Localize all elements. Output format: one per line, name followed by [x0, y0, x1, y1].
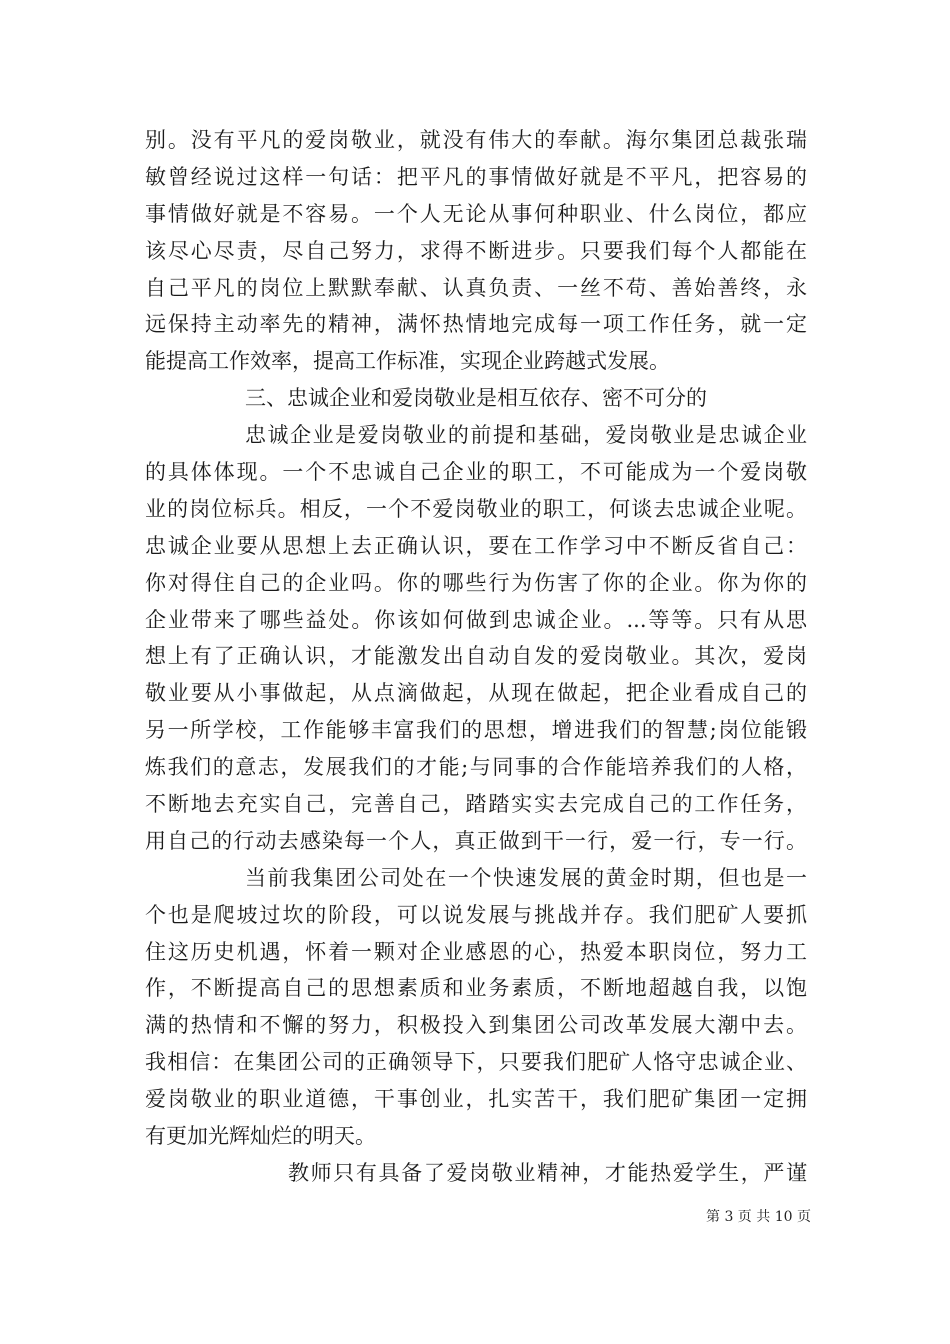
text-line: 能提高工作效率，提高工作标准，实现企业跨越式发展。	[145, 349, 670, 374]
text-line: 作，不断提高自己的思想素质和业务素质，不断地超越自我，以饱	[145, 976, 807, 1001]
page-number-footer: 第 3 页 共 10 页	[706, 1209, 811, 1225]
paragraph-first-line: 教师只有具备了爱岗敬业精神，才能热爱学生，严谨	[288, 1160, 807, 1185]
text-line: 你对得住自己的企业吗。你的哪些行为伤害了你的企业。你为你的	[145, 570, 807, 595]
text-line: 炼我们的意志，发展我们的才能;与同事的合作能培养我们的人格，	[145, 755, 807, 780]
text-line: 满的热情和不懈的努力，积极投入到集团公司改革发展大潮中去。	[145, 1013, 807, 1038]
text-line: 我相信：在集团公司的正确领导下，只要我们肥矿人恪守忠诚企业、	[145, 1050, 807, 1075]
text-line: 企业带来了哪些益处。你该如何做到忠诚企业。...等等。只有从思	[145, 607, 807, 632]
section-heading: 三、忠诚企业和爱岗敬业是相互依存、密不可分的	[245, 386, 707, 411]
text-line: 另一所学校，工作能够丰富我们的思想，增进我们的智慧;岗位能锻	[145, 718, 807, 743]
text-line: 个也是爬坡过坎的阶段，可以说发展与挑战并存。我们肥矿人要抓	[145, 902, 807, 927]
text-line: 住这历史机遇，怀着一颗对企业感恩的心，热爱本职岗位，努力工	[145, 939, 807, 964]
text-line: 忠诚企业要从思想上去正确认识，要在工作学习中不断反省自己：	[145, 533, 807, 558]
text-line: 有更加光辉灿烂的明天。	[145, 1124, 376, 1149]
text-line: 业的岗位标兵。相反，一个不爱岗敬业的职工，何谈去忠诚企业呢。	[145, 496, 807, 521]
text-line: 事情做好就是不容易。一个人无论从事何种职业、什么岗位，都应	[145, 201, 807, 226]
text-line: 的具体体现。一个不忠诚自己企业的职工，不可能成为一个爱岗敬	[145, 460, 807, 485]
text-line: 远保持主动率先的精神，满怀热情地完成每一项工作任务，就一定	[145, 312, 807, 337]
text-line: 该尽心尽责，尽自己努力，求得不断进步。只要我们每个人都能在	[145, 238, 807, 263]
body-text	[145, 122, 807, 1192]
text-line: 别。没有平凡的爱岗敬业，就没有伟大的奉献。海尔集团总裁张瑞	[145, 128, 807, 152]
text-line: 敬业要从小事做起，从点滴做起，从现在做起，把企业看成自己的	[145, 681, 807, 706]
text-line: 想上有了正确认识，才能激发出自动自发的爱岗敬业。其次，爱岗	[145, 644, 807, 669]
paragraph-first-line: 忠诚企业是爱岗敬业的前提和基础，爱岗敬业是忠诚企业	[245, 423, 807, 448]
text-line: 自己平凡的岗位上默默奉献、认真负责、一丝不苟、善始善终，永	[145, 275, 807, 300]
text-line: 用自己的行动去感染每一个人，真正做到干一行，爱一行，专一行。	[145, 828, 807, 853]
paragraph-first-line: 当前我集团公司处在一个快速发展的黄金时期，但也是一	[245, 865, 807, 890]
text-line: 敏曾经说过这样一句话：把平凡的事情做好就是不平凡，把容易的	[145, 164, 807, 189]
text-line: 爱岗敬业的职业道德，干事创业，扎实苦干，我们肥矿集团一定拥	[145, 1087, 807, 1112]
text-line: 不断地去充实自己，完善自己，踏踏实实去完成自己的工作任务，	[145, 792, 807, 817]
